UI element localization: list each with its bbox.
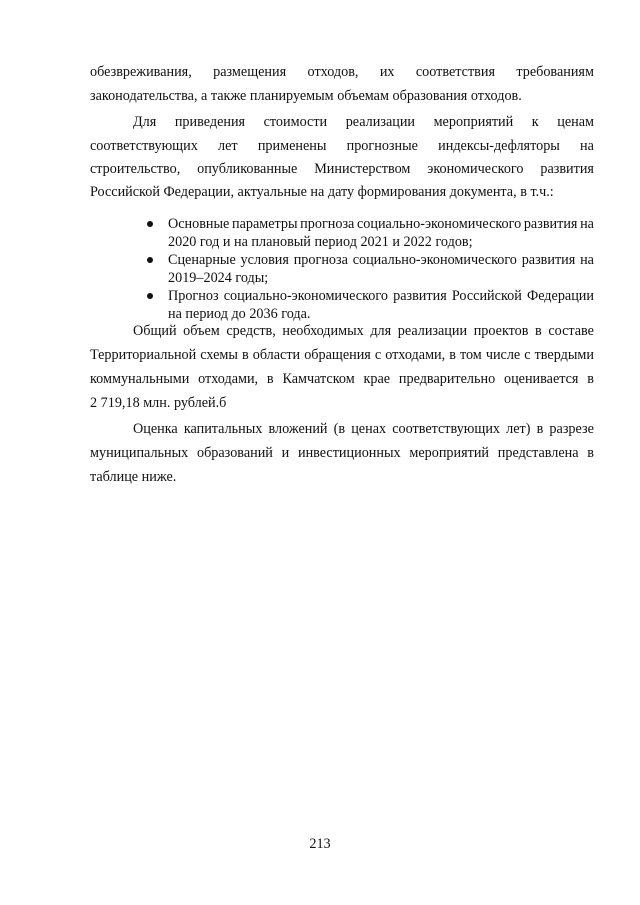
word: прогноза [293, 252, 348, 268]
bullet-3-line-1 [168, 287, 594, 305]
word: инвестиционных [297, 445, 401, 461]
word: отходами, [198, 371, 259, 387]
word: представлена [497, 445, 579, 461]
word: в [266, 371, 274, 387]
word: с [374, 347, 382, 363]
paragraph-3-line-2 [90, 346, 594, 364]
paragraph-2-line-2 [90, 137, 594, 155]
word: Оценка [133, 421, 178, 437]
word: коммунальными [90, 371, 190, 387]
paragraph-1-line-1 [90, 63, 594, 81]
page-number: 213 [309, 836, 331, 852]
word: соответствующих [90, 138, 198, 154]
word: разрезе [549, 421, 594, 437]
word: в [587, 371, 594, 387]
bullet-icon [147, 293, 153, 299]
paragraph-4-line-3: таблице ниже. [90, 469, 177, 485]
bullet-icon [147, 221, 153, 227]
paragraph-3-line-1 [133, 322, 594, 340]
word: отходов, [307, 64, 359, 80]
word: ценах [351, 421, 387, 437]
word: в [535, 323, 542, 339]
word: условия [240, 252, 289, 268]
word: проектов [473, 323, 529, 339]
word: развития [393, 288, 447, 304]
bullet-1-line-2: 2020 год и на плановый период 2021 и 2022 годов; [168, 234, 473, 250]
paragraph-3-line-4: 2 719,18 млн. рублей.б [90, 395, 227, 411]
word: приведения [174, 114, 246, 130]
word: твердыми [534, 347, 594, 363]
bullet-icon [147, 257, 153, 263]
paragraph-4-line-2 [90, 444, 594, 462]
word: экономического [427, 161, 524, 177]
word: Министерством [314, 161, 411, 177]
word: обезвреживания, [90, 64, 192, 80]
word: в [587, 445, 594, 461]
word: отходами, [385, 347, 446, 363]
word: реализации [397, 323, 468, 339]
bullet-1-line-1 [168, 215, 594, 233]
word: к [531, 114, 539, 130]
word: схемы [200, 347, 238, 363]
word: на [580, 216, 594, 232]
paragraph-4-line-1 [133, 420, 594, 438]
word: применены [257, 138, 327, 154]
word: стоимости [263, 114, 328, 130]
word: Камчатском [282, 371, 355, 387]
word: мероприятий [409, 445, 490, 461]
word: Российской [451, 288, 522, 304]
word: параметры [231, 216, 298, 232]
word: опубликованные [197, 161, 298, 177]
word: Основные [168, 216, 230, 232]
word: развития [521, 252, 576, 268]
word: крае [363, 371, 391, 387]
word: для [370, 323, 392, 339]
word: социально-экономического [356, 216, 522, 232]
word: лет) [506, 421, 531, 437]
word: развития [523, 216, 578, 232]
bullet-2-line-2: 2019–2024 годы; [168, 270, 269, 286]
word: оценивается [503, 371, 579, 387]
word: предварительно [398, 371, 496, 387]
word: мероприятий [433, 114, 514, 130]
word: в [536, 421, 544, 437]
word: объем [183, 323, 220, 339]
paragraph-2-line-3 [90, 160, 594, 178]
paragraph-1-line-2: законодательства, а также планируемым объемам образования отходов. [90, 88, 522, 104]
word: реализации [345, 114, 416, 130]
word: соответствия [415, 64, 495, 80]
bullet-2-line-1 [168, 251, 594, 269]
word: том [459, 347, 482, 363]
word: образований [196, 445, 273, 461]
word: числе [485, 347, 521, 363]
word: вложений [268, 421, 328, 437]
word: Федерации [526, 288, 594, 304]
word: развития [540, 161, 594, 177]
word: требованиям [516, 64, 594, 80]
word: (в [333, 421, 346, 437]
paragraph-2-line-1 [133, 113, 594, 131]
word: и [281, 445, 290, 461]
word: на [580, 138, 594, 154]
word: Для [133, 114, 157, 130]
word: капитальных [183, 421, 263, 437]
word: в [449, 347, 456, 363]
word: с [524, 347, 531, 363]
word: прогнозные [346, 138, 418, 154]
paragraph-3-line-3 [90, 370, 594, 388]
word: ценам [557, 114, 594, 130]
word: обращения [304, 347, 371, 363]
word: размещения [213, 64, 287, 80]
bullet-3-line-2: на период до 2036 года. [168, 306, 311, 322]
word: социально-экономического [352, 252, 517, 268]
word: необходимых [282, 323, 364, 339]
word: на [580, 252, 594, 268]
word: их [379, 64, 395, 80]
word: социально-экономического [223, 288, 388, 304]
word: области [252, 347, 301, 363]
word: Территориальной [90, 347, 197, 363]
word: Сценарные [168, 252, 236, 268]
word: соответствующих [392, 421, 501, 437]
paragraph-2-line-4: Российской Федерации, актуальные на дату формирования документа, в т.ч.: [90, 184, 554, 200]
word: Прогноз [168, 288, 219, 304]
word: лет [218, 138, 238, 154]
word: Общий [133, 323, 177, 339]
word: прогноза [300, 216, 355, 232]
word: строительство, [90, 161, 181, 177]
word: индексы-дефляторы [438, 138, 560, 154]
word: средств, [226, 323, 276, 339]
word: в [241, 347, 249, 363]
word: муниципальных [90, 445, 189, 461]
word: составе [548, 323, 594, 339]
